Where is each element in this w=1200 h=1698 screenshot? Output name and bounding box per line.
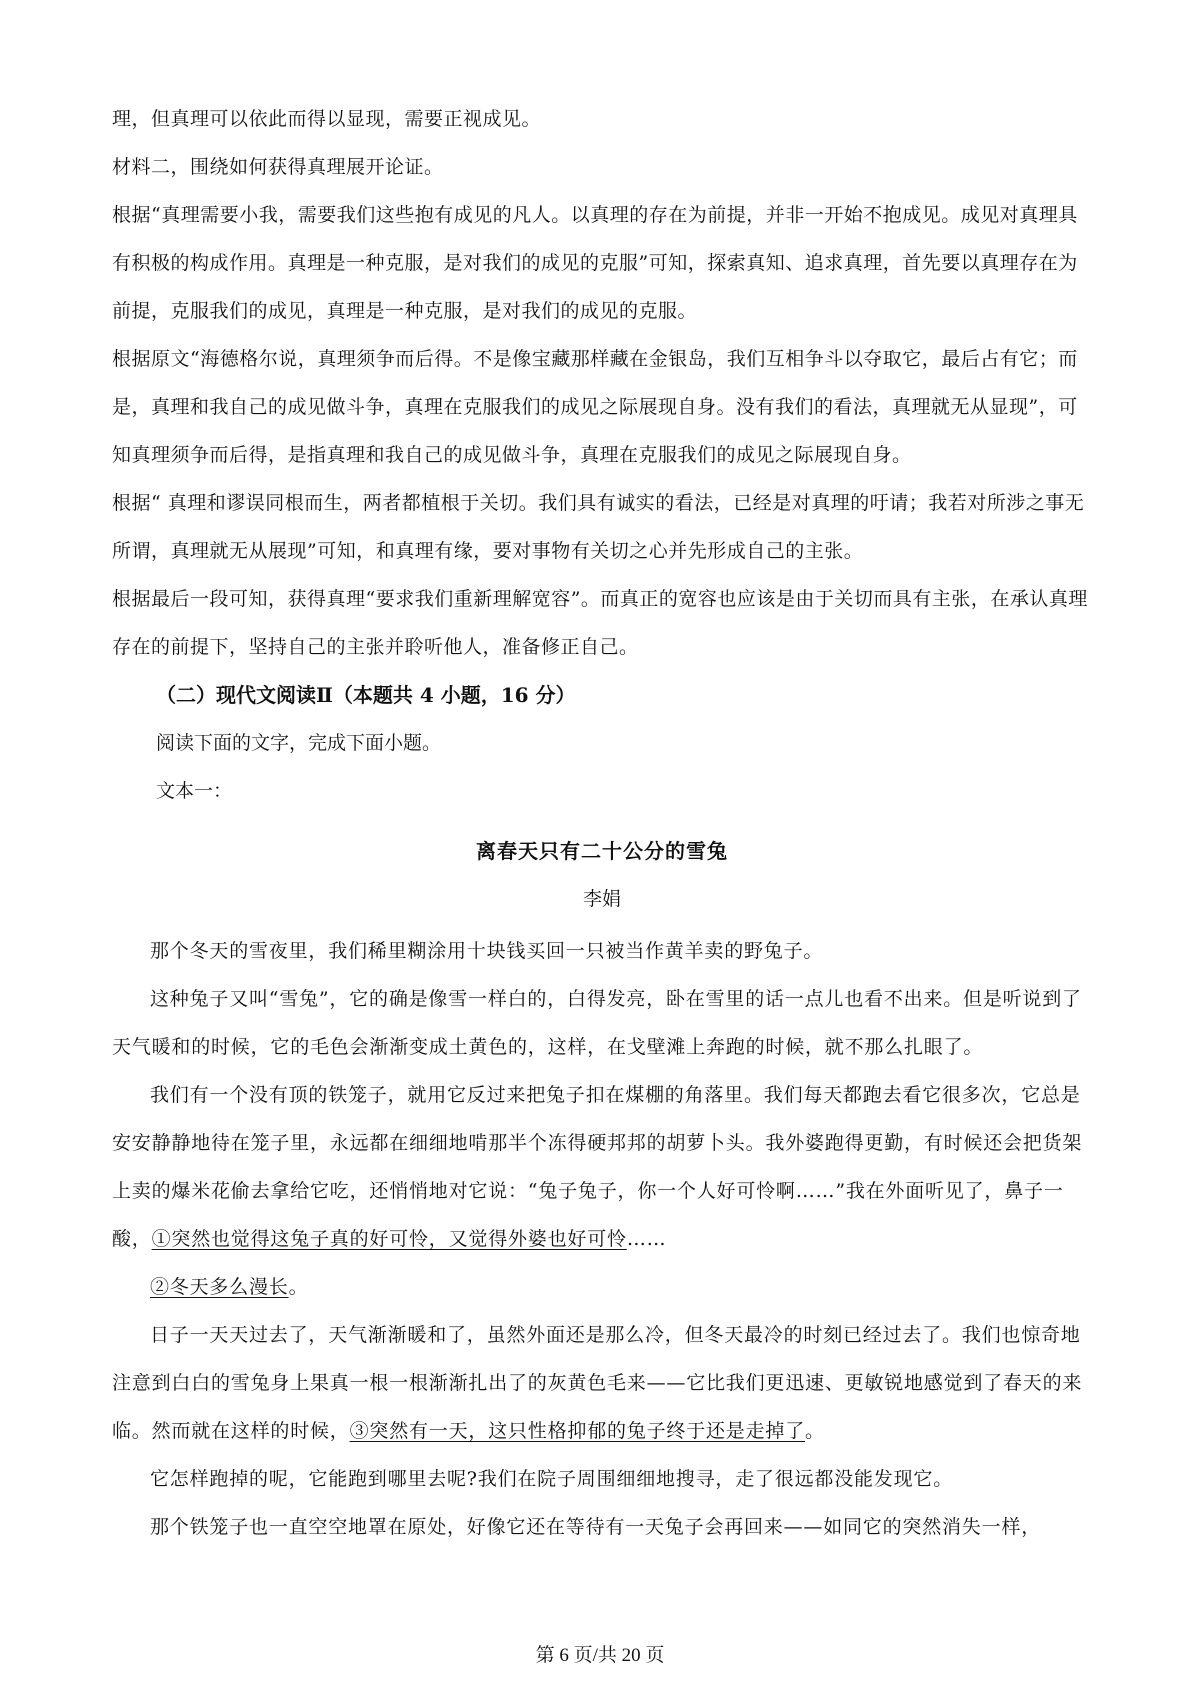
analysis-line: 根据最后一段可知，获得真理“要求我们重新理解宽容”。而真正的宽容也应该是由于关切而具有主张，在承认真理存在的前提下，坚持自己的主张并聆听他人，准备修正自己。 — [112, 588, 1088, 658]
story-paragraph — [112, 1263, 1092, 1311]
story-paragraph — [112, 1071, 1092, 1263]
story-title: 离春天只有二十公分的雪兔 — [476, 839, 728, 863]
page-number: 第 6 页/共 20 页 — [535, 1645, 665, 1666]
paragraph-text: 日子一天天过去了，天气渐渐暖和了，虽然外面还是那么冷，但冬天最冷的时刻已经过去了。我们也惊奇地注意到白白的雪兔身上果真一根一根渐渐扎出了的灰黄色毛来——它比我们更迅速、更敏锐地感觉到了春天的来临。然而就在这样的时候， — [112, 1324, 1083, 1442]
underlined-sentence-1: ①突然也觉得这兔子真的好可怜，又觉得外婆也好可怜 — [151, 1228, 627, 1250]
section-instruction: 阅读下面的文字，完成下面小题。 — [156, 732, 442, 754]
story-author: 李娟 — [582, 888, 621, 910]
underlined-sentence-3: ③突然有一天，这只性格抑郁的兔子终于还是走掉了 — [349, 1420, 806, 1442]
paragraph-text: 我们有一个没有顶的铁笼子，就用它反过来把兔子扣在煤棚的角落里。我们每天都跑去看它很多次，它总是安安静静地待在笼子里，永远都在细细地啃那半个冻得硬邦邦的胡萝卜头。我外婆跑得更勤，有时候还会把货架上卖的爆米花偷去拿给它吃，还悄悄地对它说：“兔子兔子，你一个人好可怜啊……”我在外面听见了，鼻子一酸， — [112, 1084, 1083, 1250]
analysis-line: 根据原文“海德格尔说，真理须争而后得。不是像宝藏那样藏在金银岛，我们互相争斗以夺取它，最后占有它；而是，真理和我自己的成见做斗争，真理在克服我们的成见之际展现自身。没有我们的看法，真理就无从显现”，可知真理须争而后得，是指真理和我自己的成见做斗争，真理在克服我们的成见之际展现自身。 — [112, 348, 1078, 466]
analysis-line: 理，但真理可以依此而得以显现，需要正视成见。 — [112, 108, 542, 130]
story-paragraph: 那个冬天的雪夜里，我们稀里糊涂用十块钱买回一只被当作黄羊卖的野兔子。 — [150, 940, 824, 962]
story-paragraph — [112, 1311, 1092, 1455]
paragraph-text: 。 — [805, 1420, 825, 1442]
text-label: 文本一： — [156, 780, 233, 802]
story-paragraph: 这种兔子又叫“雪兔”，它的确是像雪一样白的，白得发亮，卧在雪里的话一点儿也看不出来。但是听说到了天气暖和的时候，它的毛色会渐渐变成土黄色的，这样，在戈壁滩上奔跑的时候，就不那么扎眼了。 — [112, 988, 1082, 1058]
paragraph-text: 。 — [288, 1276, 309, 1298]
story-paragraph: 它怎样跑掉的呢，它能跑到哪里去呢?我们在院子周围细细地搜寻，走了很远都没能发现它。 — [150, 1468, 953, 1490]
story-paragraph: 那个铁笼子也一直空空地罩在原处，好像它还在等待有一天兔子会再回来——如同它的突然消失一样， — [150, 1516, 1042, 1538]
paragraph-text: …… — [626, 1228, 667, 1250]
section-heading: （二）现代文阅读Ⅱ（本题共 4 小题，16 分） — [156, 683, 576, 707]
analysis-line: 根据“真理需要小我，需要我们这些抱有成见的凡人。以真理的存在为前提，并非一开始不抱成见。成见对真理具有积极的构成作用。真理是一种克服，是对我们的成见的克服”可知，探索真知、追求真理，首先要以真理存在为前提，克服我们的成见，真理是一种克服，是对我们的成见的克服。 — [112, 204, 1078, 322]
analysis-line: 材料二，围绕如何获得真理展开论证。 — [112, 156, 444, 178]
page-content — [112, 95, 1092, 1551]
underlined-sentence-2: ②冬天多么漫长 — [150, 1276, 289, 1298]
analysis-line: 根据“ 真理和谬误同根而生，两者都植根于关切。我们具有诚实的看法，已经是对真理的吁请；我若对所涉之事无所谓，真理就无从展现”可知，和真理有缘，要对事物有关切之心并先形成自己的主张。 — [112, 492, 1085, 562]
